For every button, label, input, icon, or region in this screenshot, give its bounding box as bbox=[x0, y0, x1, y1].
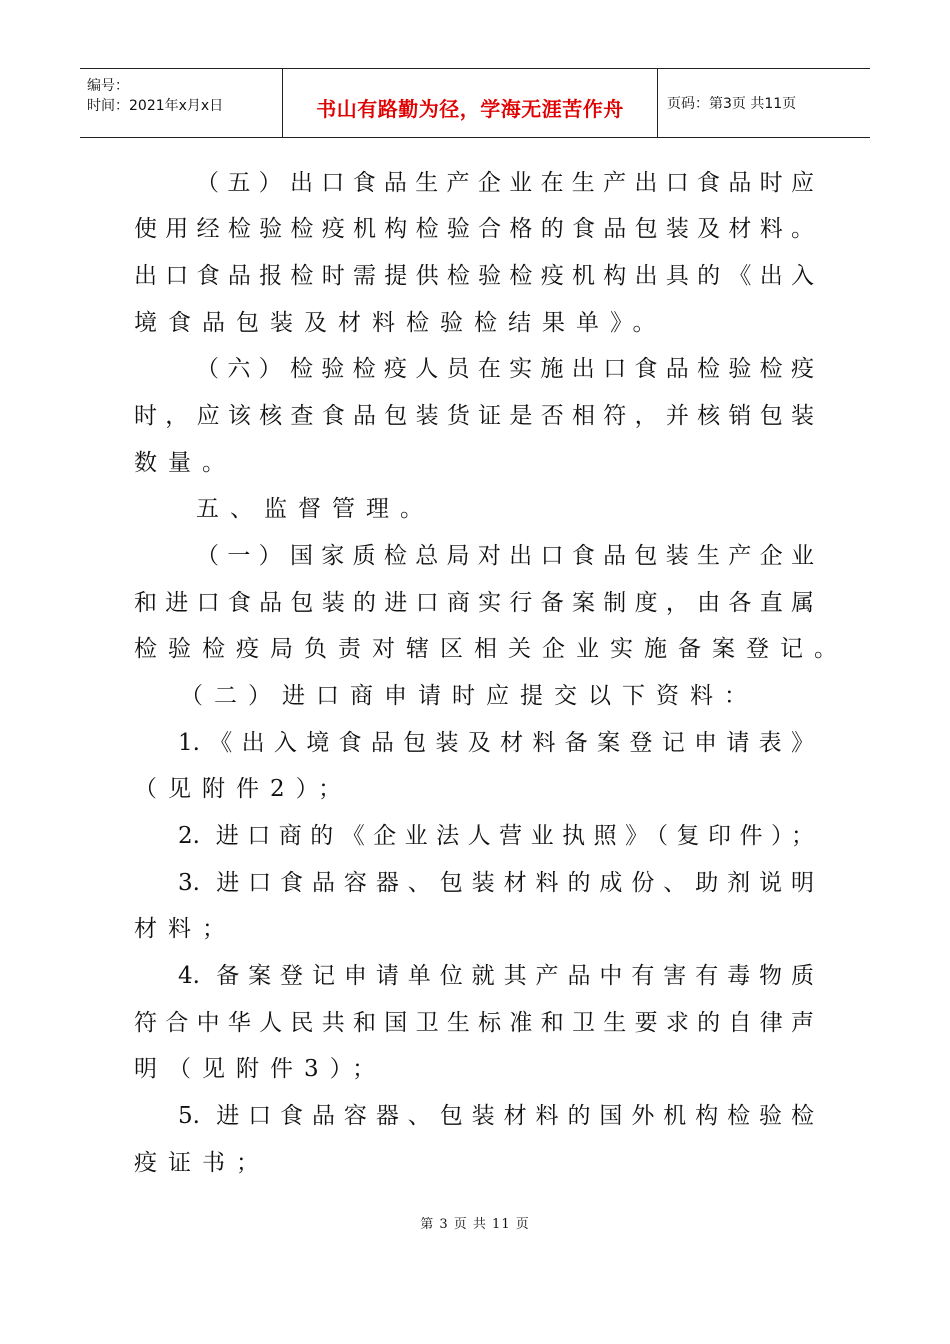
body-line: （五）出口食品生产企业在生产出口食品时应 bbox=[196, 170, 814, 196]
body-line: 境食品包装及材料检验检结果单》。 bbox=[134, 310, 667, 336]
list-item: 5. 进口食品容器、包装材料的国外机构检验检 bbox=[178, 1103, 814, 1129]
list-item: 3. 进口食品容器、包装材料的成份、助剂说明 bbox=[178, 870, 814, 896]
body-line: （二）进口商申请时应提交以下资料： bbox=[180, 683, 758, 709]
body-line: （一）国家质检总局对出口食品包装生产企业 bbox=[196, 543, 814, 569]
header-info-cell bbox=[80, 69, 283, 137]
list-item-continuation: （见附件2）； bbox=[134, 776, 353, 802]
body-line: 数量。 bbox=[134, 450, 236, 476]
list-item-continuation: 疫证书； bbox=[134, 1150, 270, 1176]
list-item: 1.《出入境食品包装及材料备案登记申请表》 bbox=[178, 730, 814, 756]
list-item-continuation: 明（见附件3）； bbox=[134, 1056, 387, 1082]
body-line: 检验检疫局负责对辖区相关企业实施备案登记。 bbox=[134, 636, 848, 662]
list-item: 2. 进口商的《企业法人营业执照》（复印件）； bbox=[178, 823, 814, 849]
body-line: （六）检验检疫人员在实施出口食品检验检疫 bbox=[196, 356, 814, 382]
header-motto: 书山有路勤为径，学海无涯苦作舟 bbox=[316, 97, 624, 121]
header-page-number: 页码：第3页 共11页 bbox=[667, 96, 797, 112]
document-number-label: 编号： bbox=[87, 78, 129, 94]
page-footer: 第 3 页 共 11 页 bbox=[420, 1217, 530, 1232]
section-heading: 五、监督管理。 bbox=[196, 496, 434, 522]
list-item-continuation: 材料； bbox=[134, 916, 236, 942]
body-line: 出口食品报检时需提供检验检疫机构出具的《出入 bbox=[134, 263, 814, 289]
body-line: 和进口食品包装的进口商实行备案制度，由各直属 bbox=[134, 590, 814, 616]
list-item-continuation: 符合中华人民共和国卫生标准和卫生要求的自律声 bbox=[134, 1010, 814, 1036]
body-line: 时，应该核查食品包装货证是否相符，并核销包装 bbox=[134, 403, 814, 429]
body-line: 使用经检验检疫机构检验合格的食品包装及材料。 bbox=[134, 216, 814, 242]
document-date-label: 时间：2021年x月x日 bbox=[87, 98, 224, 114]
page-header bbox=[80, 68, 870, 138]
header-motto-cell bbox=[283, 69, 658, 137]
list-item: 4. 备案登记申请单位就其产品中有害有毒物质 bbox=[178, 963, 814, 989]
header-page-cell bbox=[658, 69, 870, 137]
